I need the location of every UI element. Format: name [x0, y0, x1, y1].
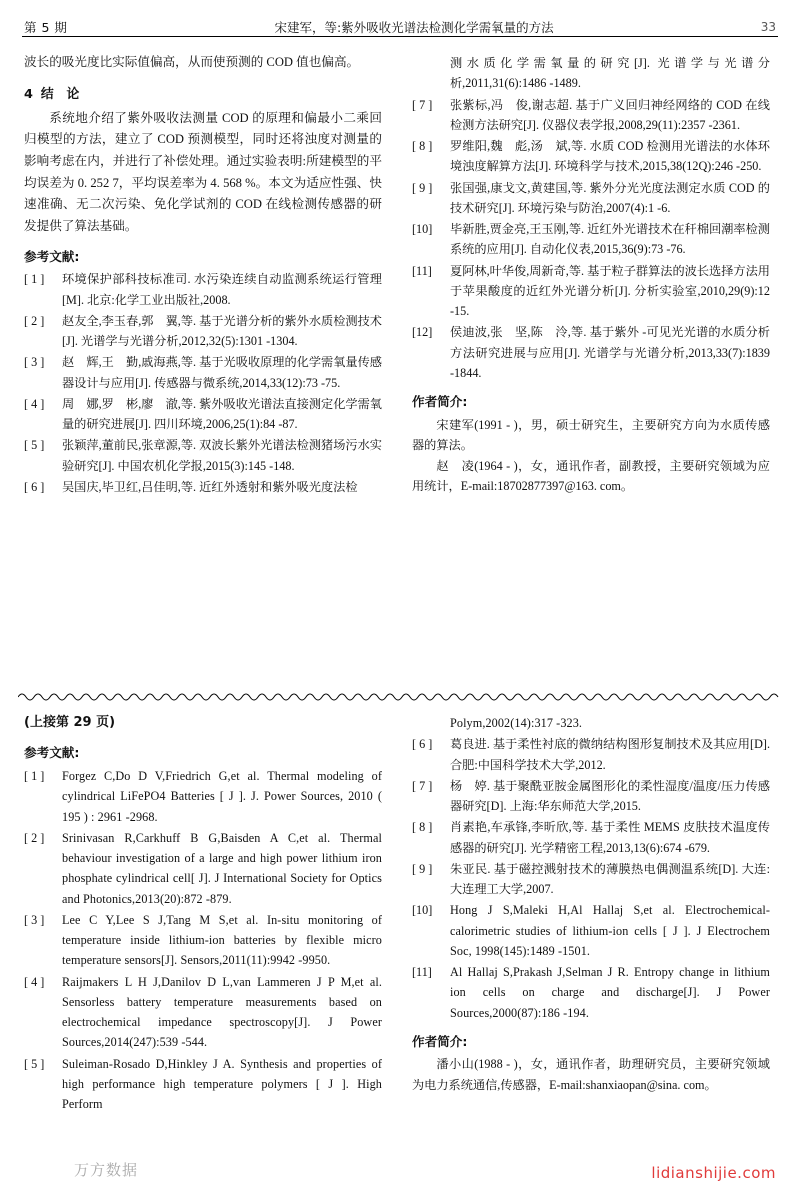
wanfang-watermark: 万方数据 [74, 1161, 139, 1179]
reference-item [412, 734, 770, 775]
section-number: 4 [24, 86, 33, 102]
upper-left-column [24, 52, 382, 498]
reference-item [412, 261, 770, 322]
author-bio: 赵 凌(1964 - )，女，通讯作者，副教授，主要研究领域为应用统计，E-mail:18702877397@163. com。 [412, 458, 770, 494]
reference-text: Lee C Y,Lee S J,Tang M S,et al. In-situ monitoring of temperature inside lithium-ion batteries by flexible micro temperature sensors[J]. Sensors,2011(11):9942 -9950. [62, 912, 382, 968]
section-title: 结 论 [40, 86, 80, 102]
reference-item [24, 435, 382, 476]
reference-label: [ 3 ] [24, 912, 45, 927]
author-bio: 宋建军(1991 - )，男，硕士研究生，主要研究方向为水质传感器的算法。 [412, 417, 770, 453]
reference-text: Hong J S,Maleki H,Al Hallaj S,et al. Electrochemical-calorimetric studies of lithium-ion cells [ J ]. J Electrochem Soc, 1998(145):1489 -1501. [450, 903, 770, 958]
reference-text: Suleiman-Rosado D,Hinkley J A. Synthesis and properties of high performance high temperature polymers [ J ]. High Perform [62, 1056, 382, 1112]
reference-item [412, 776, 770, 817]
reference-text: 张颖萍,董前民,张章源,等. 双波长紫外光谱法检测猪场污水实验研究[J]. 中国农机化学报,2015(3):145 -148. [62, 438, 382, 473]
reference-text: 毕新胜,贾金亮,王玉刚,等. 近红外光谱技术在秆棉回潮率检测系统的应用[J]. 自动化仪表,2015,36(9):73 -76. [450, 222, 770, 257]
reference-text: 张紫标,冯 俊,谢志超. 基于广义回归神经网络的 COD 在线检测方法研究[J]. 仪器仪表学报,2008,29(11):2357 -2361. [450, 97, 770, 132]
running-title: 宋建军，等:紫外吸收光谱法检测化学需氧量的方法 [274, 20, 554, 35]
author-bio: 潘小山(1988 - )，女，通讯作者，助理研究员，主要研究领域为电力系统通信,传感器，E-mail:shanxiaopan@sina. com。 [412, 1057, 770, 1092]
reference-label: [ 2 ] [24, 830, 45, 845]
reference-text: 周 娜,罗 彬,廖 澈,等. 紫外吸收光谱法直接测定化学需氧量的研究进展[J]. 四川环境,2006,25(1):84 -87. [62, 396, 382, 431]
reference-label: [ 6 ] [412, 737, 433, 752]
reference-text: 朱亚民. 基于磁控溅射技术的薄膜热电偶测温系统[D]. 大连:大连理工大学,2007. [450, 861, 770, 896]
lower-left-column [24, 712, 382, 1115]
reference-text: 杨 婷. 基于聚酰亚胺金属图形化的柔性湿度/温度/压力传感器研究[D]. 上海:华东师范大学,2015. [450, 778, 770, 813]
reference-text: 赵友全,李玉春,郭 翼,等. 基于光谱分析的紫外水质检测技术[J]. 光谱学与光谱分析,2012,32(5):1301 -1304. [62, 313, 382, 348]
reference-item [24, 766, 382, 827]
reference-list-lower-left [24, 766, 382, 1114]
conclusion-paragraph: 系统地介绍了紫外吸收法测量 COD 的原理和偏最小二乘回归模型的方法，建立了 COD 预测模型，同时还将浊度对测量的影响考虑在内，并进行了补偿处理。通过实验表明:所建模型的平均误差为 0. 252 7，平均误差率为 4. 568 %。本文为适应性强、快速准确、无二次污染、免化学试剂的 COD 在线检测传感器的研发提供了算法基础。 [24, 110, 382, 233]
lower-article-columns [24, 712, 776, 1115]
reference-label: [12] [412, 325, 433, 340]
upper-right-column [412, 52, 770, 498]
reference-item [412, 95, 770, 136]
reference-label: [ 8 ] [412, 139, 433, 153]
reference-label: [ 5 ] [24, 1056, 45, 1071]
reference-label: [ 2 ] [24, 313, 45, 328]
reference-label: [ 5 ] [24, 438, 45, 453]
reference-item [24, 269, 382, 310]
author-bio-heading: 作者简介: [412, 394, 468, 409]
issue-label: 第 5 期 [24, 20, 68, 35]
reference-label: [ 3 ] [24, 355, 45, 370]
reference-label: [10] [412, 222, 433, 236]
wavy-divider [18, 690, 782, 704]
references-heading: 参考文献: [24, 248, 80, 264]
references-heading: 参考文献: [24, 745, 80, 761]
reference-label: [ 4 ] [24, 396, 45, 411]
reference-label: [ 7 ] [412, 778, 433, 793]
reference-item [412, 219, 770, 260]
reference-item [24, 394, 382, 435]
reference-text: 赵 辉,王 勤,戚海燕,等. 基于光吸收原理的化学需氧量传感器设计与应用[J]. 传感器与微系统,2014,33(12):73 -75. [62, 355, 382, 390]
reference-text: Forgez C,Do D V,Friedrich G,et al. Thermal modeling of cylindrical LiFePO4 Batteries [ J ]. J. Power Sources, 2010 ( 195 ) : 2961 -2968. [62, 769, 382, 824]
reference-label: [ 8 ] [412, 820, 433, 835]
reference-text: Srinivasan R,Carkhuff B G,Baisden A C,et al. Thermal behaviour investigation of a large and high power lithium iron phosphate cylindrical cell[ J]. J International Society for Optics and Photonics,2013(20):872 -879. [62, 830, 382, 906]
reference-text: 罗维阳,魏 彪,汤 斌,等. 水质 COD 检测用光谱法的水体环境浊度解算方法[J]. 环境科学与技术,2015,38(12Q):246 -250. [450, 139, 770, 174]
reference-label: [11] [412, 965, 432, 979]
page-number: 33 [760, 20, 776, 34]
reference-item [24, 828, 382, 909]
reference-label: [ 9 ] [412, 861, 433, 876]
reference-text: 侯迪波,张 坚,陈 泠,等. 基于紫外 -可见光光谱的水质分析方法研究进展与应用[J]. 光谱学与光谱分析,2013,33(7):1839 -1844. [450, 325, 770, 380]
reference-text: 肖素艳,车承锋,李昕欣,等. 基于柔性 MEMS 皮肤技术温度传感器的研究[J]. 光学精密工程,2013,13(6):674 -679. [450, 820, 770, 855]
reference-item [412, 962, 770, 1023]
reference-text: 吴国庆,毕卫红,吕佳明,等. 近红外透射和紫外吸光度法检 [62, 479, 358, 494]
reference-item-continued [412, 53, 770, 94]
reference-label: [ 9 ] [412, 180, 433, 195]
reference-item [412, 322, 770, 383]
reference-list-upper-right [412, 53, 770, 383]
reference-item [412, 136, 770, 177]
reference-item [412, 178, 770, 219]
reference-item [412, 859, 770, 900]
reference-item [24, 972, 382, 1053]
reference-item [412, 817, 770, 858]
reference-list-upper-left [24, 269, 382, 497]
reference-item [412, 900, 770, 961]
reference-text: 环境保护部科技标准司. 水污染连续自动监测系统运行管理[M]. 北京:化学工业出版社,2008. [62, 272, 382, 307]
reference-item [24, 352, 382, 393]
reference-label: [ 4 ] [24, 974, 45, 989]
reference-text: 张国强,康戈文,黄建国,等. 紫外分光光度法测定水质 COD 的技术研究[J]. 环境污染与防治,2007(4):1 -6. [450, 180, 770, 215]
reference-label: [ 1 ] [24, 769, 45, 784]
reference-item-continued [412, 713, 770, 733]
continued-paragraph: 波长的吸光度比实际值偏高，从而使预测的 COD 值也偏高。 [24, 55, 360, 69]
author-bio-heading: 作者简介: [412, 1033, 468, 1049]
reference-text: 夏阿林,叶华俊,周新奇,等. 基于粒子群算法的波长选择方法用于苹果酸度的近红外光谱分析[J]. 分析实验室,2010,29(9):12 -15. [450, 263, 770, 318]
site-watermark: lidianshijie.com [651, 1164, 776, 1182]
reference-label [412, 713, 450, 733]
upper-article-columns [24, 52, 776, 498]
reference-label: [ 6 ] [24, 479, 45, 494]
reference-item [24, 477, 382, 497]
header-rule [22, 36, 778, 37]
reference-label: [10] [412, 903, 433, 918]
lower-right-column [412, 712, 770, 1115]
reference-text: 测水质化学需氧量的研究[J]. 光谱学与光谱分析,2011,31(6):1486 -1489. [450, 56, 770, 91]
reference-text: Polym,2002(14):317 -323. [450, 716, 583, 730]
reference-item [24, 311, 382, 352]
reference-item [24, 910, 382, 971]
reference-list-lower-right [412, 713, 770, 1023]
reference-label [412, 53, 450, 94]
reference-text: Al Hallaj S,Prakash J,Selman J R. Entropy change in lithium ion cells on charge and discharge[J]. J Power Sources,2000(87):186 -194. [450, 965, 770, 1020]
reference-label: [ 7 ] [412, 97, 433, 112]
reference-item [24, 1054, 382, 1115]
reference-label: [ 1 ] [24, 272, 45, 287]
reference-text: Raijmakers L H J,Danilov D L,van Lammeren J P M,et al. Sensorless battery temperature measurements based on electrochemical impedance spectroscopy[J]. J Power Sources,2014(247):539 -544. [62, 974, 382, 1050]
continued-from-label: (上接第 29 页) [24, 715, 116, 730]
reference-text: 葛良进. 基于柔性衬底的微纳结构图形复制技术及其应用[D]. 合肥:中国科学技术大学,2012. [450, 737, 770, 772]
section-heading-conclusion [24, 84, 382, 106]
reference-label: [11] [412, 263, 432, 278]
